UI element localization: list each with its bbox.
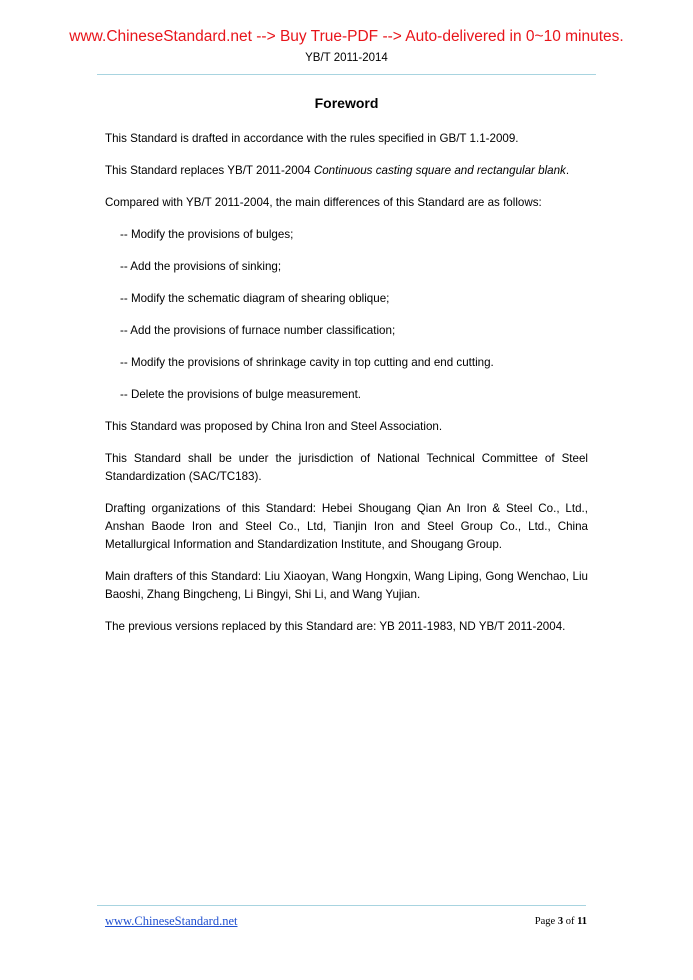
header-divider	[97, 74, 596, 75]
list-item: -- Modify the schematic diagram of shearing oblique;	[120, 292, 390, 305]
list-item: -- Delete the provisions of bulge measurement.	[120, 388, 362, 401]
list-item: -- Modify the provisions of shrinkage cavity in top cutting and end cutting.	[120, 356, 494, 369]
document-code: YB/T 2011-2014	[305, 52, 388, 64]
footer-divider	[97, 905, 586, 906]
paragraph-proposer: This Standard was proposed by China Iron and Steel Association.	[105, 420, 443, 433]
page-current: 3	[557, 916, 564, 927]
list-item: -- Modify the provisions of bulges;	[120, 228, 294, 241]
promo-banner[interactable]: www.ChineseStandard.net --> Buy True-PDF --> Auto-delivered in 0~10 minutes.	[69, 28, 624, 45]
page-total: 11	[577, 916, 587, 927]
list-item: -- Add the provisions of sinking;	[120, 260, 282, 273]
footer-site-link[interactable]: www.ChineseStandard.net	[105, 914, 238, 928]
replaced-standard-title: Continuous casting square and rectangular blank	[313, 164, 566, 177]
paragraph-differences-intro: Compared with YB/T 2011-2004, the main differences of this Standard are as follows:	[105, 196, 542, 209]
replaces-text: This Standard replaces YB/T 2011-2004	[105, 164, 314, 177]
paragraph-previous-versions: The previous versions replaced by this Standard are: YB 2011-1983, ND YB/T 2011-2004.	[105, 620, 566, 633]
page-of: of	[565, 916, 575, 927]
paragraph-drafting-rules: This Standard is drafted in accordance with the rules specified in GB/T 1.1-2009.	[105, 132, 519, 145]
paragraph-main-drafters: Main drafters of this Standard: Liu Xiaoyan, Wang Hongxin, Wang Liping, Gong Wenchao, Liu Baoshi, Zhang Bingcheng, Li Bingyi, Shi Li, and Wang Yujian.	[105, 570, 588, 601]
paragraph-replaces	[105, 162, 588, 180]
paragraph-drafting-organizations: Drafting organizations of this Standard: Hebei Shougang Qian An Iron & Steel Co., Ltd., Anshan Baode Iron and Steel Co., Ltd, Tianjin Iron and Steel Group Co., Ltd., China Metallurgical Information and Standardization Institute, and Shougang Group.	[105, 502, 588, 551]
page-title: Foreword	[314, 95, 379, 111]
document-body	[105, 130, 588, 650]
paragraph-jurisdiction: This Standard shall be under the jurisdiction of National Technical Committee of Steel Standardization (SAC/TC183).	[105, 452, 588, 483]
page-word: Page	[534, 916, 556, 927]
replaces-period: .	[565, 164, 570, 177]
page-number	[527, 916, 587, 927]
list-item: -- Add the provisions of furnace number classification;	[120, 324, 396, 337]
